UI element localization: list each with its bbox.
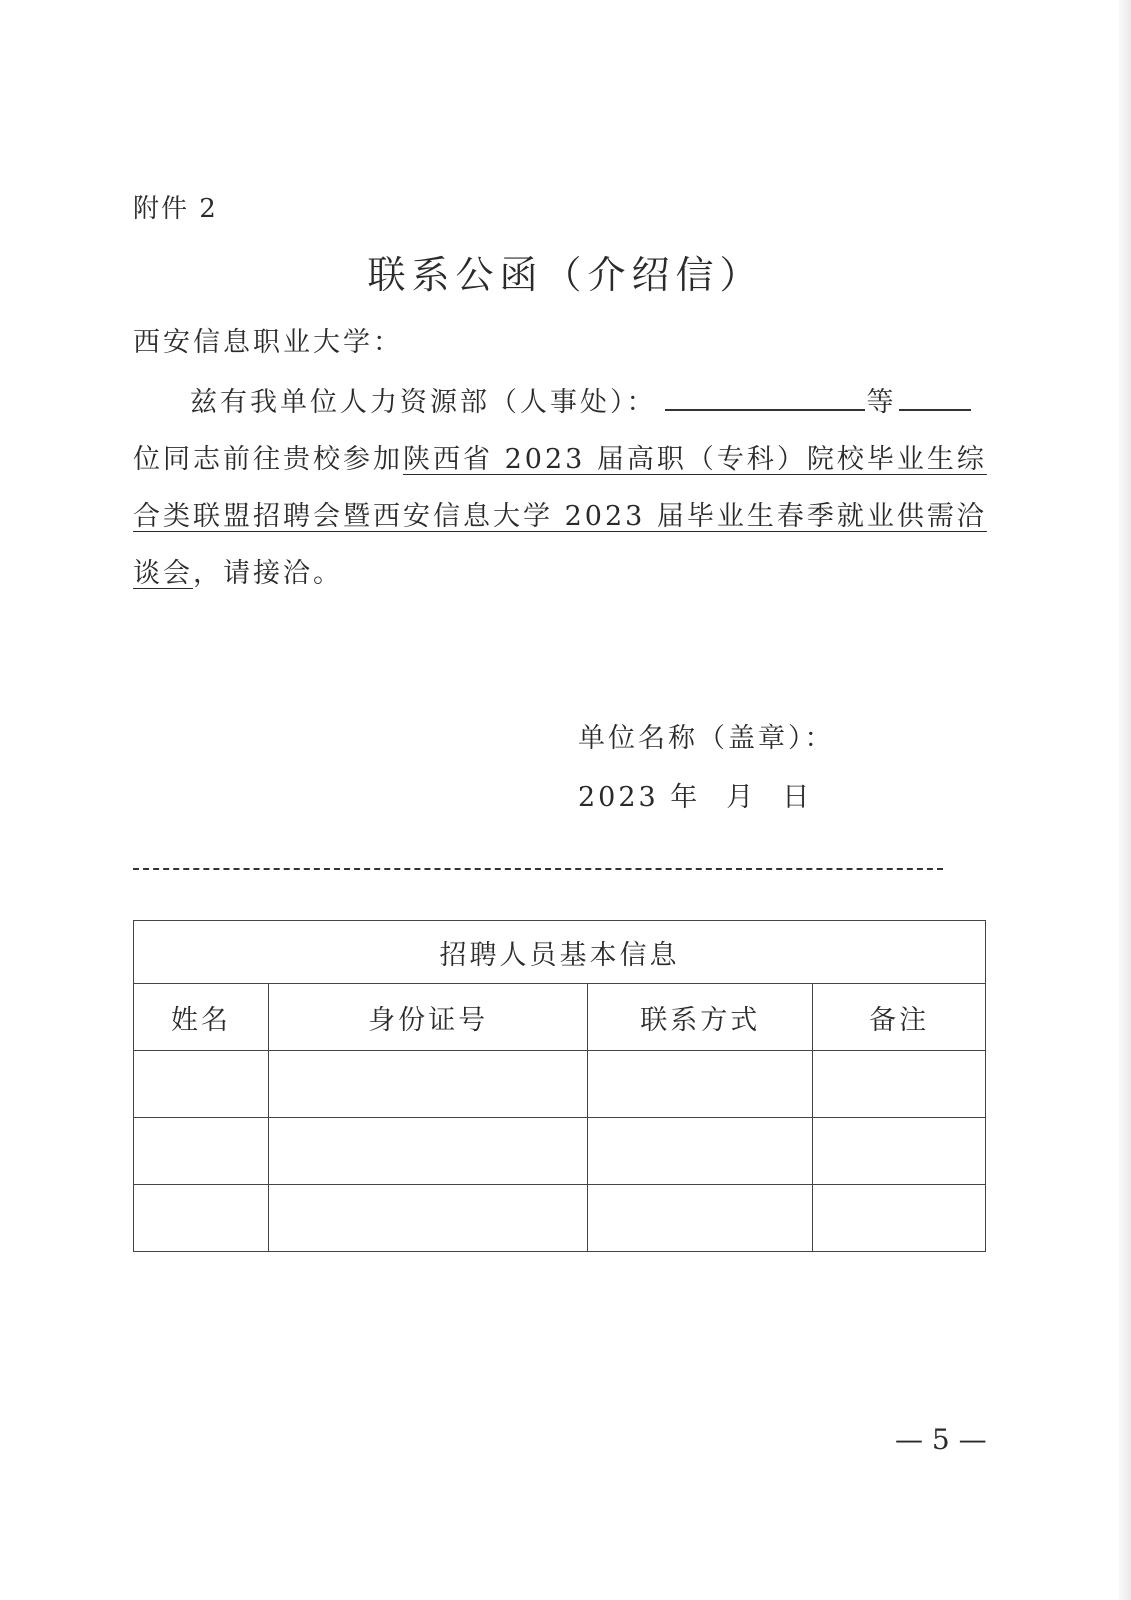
page-number: — 5 — [895,1423,987,1456]
count-blank [899,381,971,411]
date-month: 月 [726,782,757,813]
table-cell [268,1051,588,1118]
header-remarks: 备注 [813,984,986,1051]
event-name-part3: 谈会 [133,558,193,589]
table-cell [588,1118,813,1185]
date-line [578,775,812,814]
table-cell [134,1185,269,1252]
table-row [134,1185,986,1252]
recruiter-info-table [133,920,986,1252]
table-header-row [134,984,986,1051]
scan-edge [1119,0,1131,1600]
line2-prefix: 位同志前往贵校参加 [133,444,403,475]
document-title: 联系公函（介绍信） [367,253,764,297]
recipient: 西安信息职业大学： [133,327,403,358]
table-caption: 招聘人员基本信息 [134,921,986,984]
table-cell [813,1185,986,1252]
date-day: 日 [782,782,813,813]
header-id-number: 身份证号 [268,984,588,1051]
header-contact: 联系方式 [588,984,813,1051]
event-name-part2: 合类联盟招聘会暨西安信息大学 2023 届毕业生春季就业供需洽 [133,501,987,532]
table-cell [813,1051,986,1118]
attachment-label: 附件 2 [133,194,218,224]
body-line-1 [190,380,971,419]
intro-text: 兹有我单位人力资源部（人事处）： [190,387,657,418]
table-cell [813,1118,986,1185]
table-cell [588,1185,813,1252]
table-row [134,1051,986,1118]
unit-name-label: 单位名称（盖章）： [578,723,835,754]
body-line-3 [133,494,987,533]
event-name-part1: 陕西省 2023 届高职（专科）院校毕业生综 [403,444,987,475]
table-cell [134,1051,269,1118]
body-line-4 [133,551,343,590]
table-cell [268,1118,588,1185]
deng-text: 等 [866,387,897,418]
names-blank [665,381,865,411]
date-year: 2023 年 [578,782,701,813]
table-cell [588,1051,813,1118]
header-name: 姓名 [134,984,269,1051]
closing-text: ，请接洽。 [193,558,343,589]
table-caption-row [134,921,986,984]
table-row [134,1118,986,1185]
cut-line [133,868,943,870]
body-line-2 [133,437,987,476]
table-cell [134,1118,269,1185]
table-cell [268,1185,588,1252]
